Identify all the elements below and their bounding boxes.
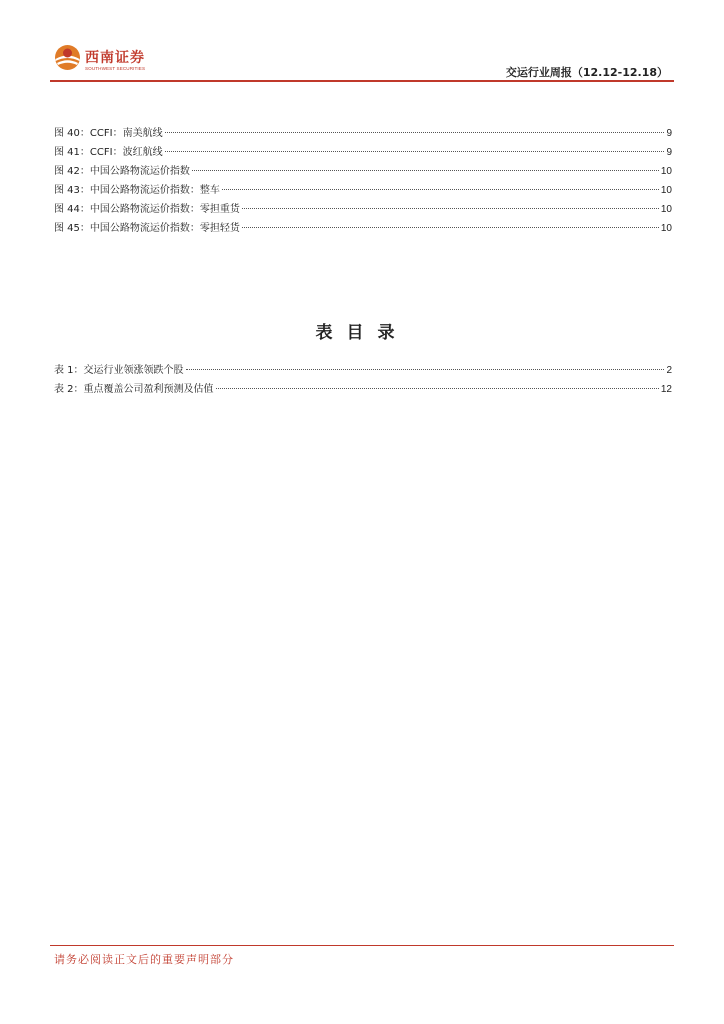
- toc-entry[interactable]: [54, 219, 672, 238]
- report-title: 交运行业周报（12.12-12.18）: [505, 66, 668, 79]
- toc-entry-label: 图 43：中国公路物流运价指数：整车: [54, 185, 220, 196]
- toc-entry-page: 10: [660, 204, 672, 215]
- figure-toc-list: [54, 124, 672, 238]
- table-toc-list: [54, 361, 672, 399]
- toc-entry-label: 图 40：CCFI：南美航线: [54, 128, 163, 139]
- toc-entry[interactable]: [54, 200, 672, 219]
- toc-leader-dots: [192, 170, 659, 171]
- toc-entry-label: 图 41：CCFI：波红航线: [54, 147, 163, 158]
- toc-entry-label: 表 2：重点覆盖公司盈利预测及估值: [54, 384, 214, 395]
- toc-leader-dots: [222, 189, 659, 190]
- toc-leader-dots: [216, 388, 659, 389]
- toc-entry-page: 9: [666, 147, 672, 158]
- footer-divider: [50, 945, 674, 946]
- toc-entry-page: 9: [666, 128, 672, 139]
- toc-entry-label: 图 44：中国公路物流运价指数：零担重货: [54, 204, 240, 215]
- toc-leader-dots: [165, 151, 665, 152]
- toc-leader-dots: [242, 208, 659, 209]
- toc-entry[interactable]: [54, 361, 672, 380]
- toc-leader-dots: [165, 132, 665, 133]
- toc-entry-page: 12: [660, 384, 672, 395]
- toc-entry[interactable]: [54, 124, 672, 143]
- toc-entry-page: 2: [666, 365, 672, 376]
- header-divider: [50, 80, 674, 82]
- toc-entry-page: 10: [660, 223, 672, 234]
- toc-entry[interactable]: [54, 143, 672, 162]
- toc-entry-label: 图 42：中国公路物流运价指数: [54, 166, 190, 177]
- toc-entry[interactable]: [54, 162, 672, 181]
- toc-entry-page: 10: [660, 185, 672, 196]
- sun-logo-icon: [54, 44, 81, 71]
- toc-entry[interactable]: [54, 380, 672, 399]
- footer-disclaimer: 请务必阅读正文后的重要声明部分: [54, 953, 234, 966]
- toc-entry-label: 图 45：中国公路物流运价指数：零担轻货: [54, 223, 240, 234]
- toc-entry-page: 10: [660, 166, 672, 177]
- toc-entry-label: 表 1：交运行业领涨领跌个股: [54, 365, 184, 376]
- toc-leader-dots: [242, 227, 659, 228]
- table-toc-heading: 表目录: [315, 323, 409, 343]
- toc-entry[interactable]: [54, 181, 672, 200]
- toc-leader-dots: [186, 369, 665, 370]
- company-logo: [54, 44, 154, 74]
- logo-name-cn: 西南证券: [85, 50, 145, 66]
- logo-name-en: SOUTHWEST SECURITIES: [85, 66, 146, 71]
